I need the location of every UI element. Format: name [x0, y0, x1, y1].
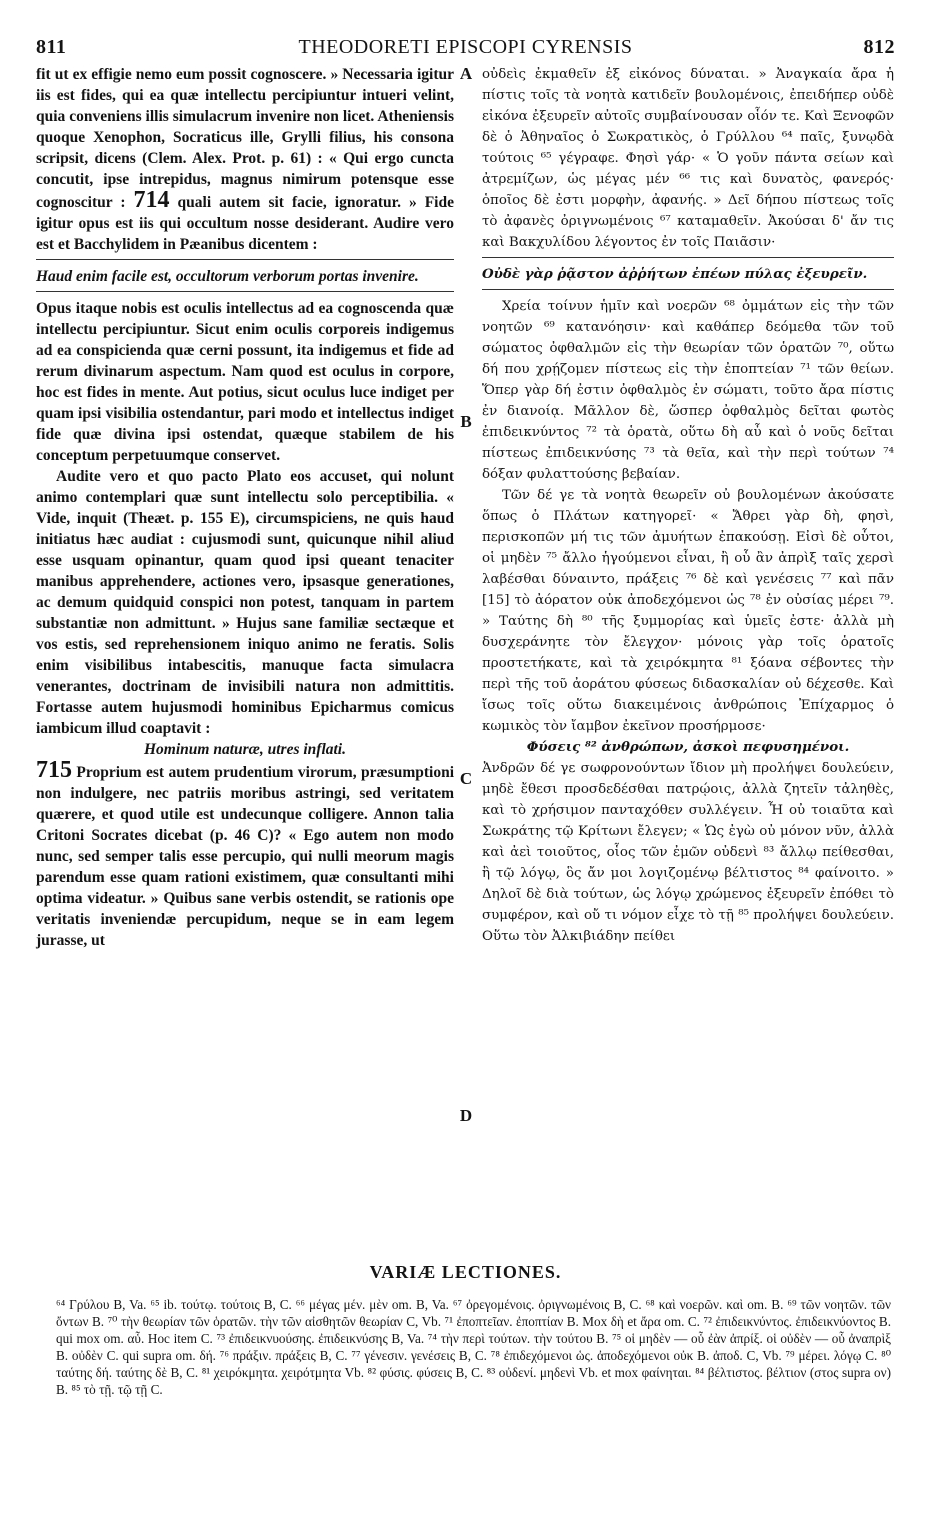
latin-column — [36, 64, 454, 951]
divider — [36, 259, 454, 260]
latin-text: Proprium est autem prudentium virorum, præsumptioni non indulgere, nec patriis moribus astringi, sed veritatem quærere, et quod utile est undecunque colligere. Annon talia Critoni Socrates dicebat (p. 46 C)? « Ego autem non modo nunc, sed semper talis esse percupio, qui nulli meorum magis parendum esse quam rationi existimem, quæ consultanti mihi optima videatur. » Quibus sane verbis ostendit, se rationis ope veritatis inveniendæ percupidum, neque se in eam legem jurasse, ut — [36, 764, 455, 949]
latin-paragraph: Audite vero et quo pacto Plato eos accuset, qui nolunt animo contemplari quæ sunt intellectu solo perceptibilia. « Vide, inquit (Theæt. p. 155 E), circumspiciens, ne quis haud initiatus hæc audiat : cujusmodi sunt, quicunque nihil aliud esse usquam opinantur, quam quod ipsi queant tenaciter manibus apprehendere, actiones vero, ipsasque generationes, ac demum quidquid conspici non potest, tanquam in partem substantiæ non admittunt. » Hujus sane familiæ sectæque et vos estis, sed reprehensionem iniquo animo ne feratis. Solis enim visibilibus intabescitis, manuque facta simulacra venerantes, doctrinam de invisibili natura non admittitis. Fortasse autem hujusmodi hominibus Epicharmus comicus iambicum illud coaptavit : — [36, 468, 454, 737]
latin-paragraph — [36, 757, 455, 951]
variant-readings: ⁶⁴ Γρύλου B, Va. ⁶⁵ ib. τούτῳ. τούτοις B, C. ⁶⁶ μέγας μέν. μὲν om. B, Va. ⁶⁷ ὀρεγομένοις. ὀριγνωμένοις B, C. ⁶⁸ καὶ νοερῶν. καὶ om. B. ⁶⁹ τῶν νοητῶν. τῶν ὄντων B. ⁷⁰ τὴν θεωρίαν τῶν ὁρατῶν. τὴν τῶν αἰσθητῶν θεωρίαν C, Vb. ⁷¹ ἐποπτεῖαν. ἐποπτίαν B. Mox δὴ et ἄρα om. C. ⁷² ἐπιδεικνύντος. ἐπιδεικνύοντος B. qui mox om. αὖ. Hoc item C. ⁷³ ἐπιδεικνυούσης. ἐπιδεικνύσης B, Va. ⁷⁴ τὴν περὶ τούτων. τὴν τούτου B. ⁷⁵ οἱ μηδὲν — οὗ ἐὰν ἀπρίξ. οἱ οὐδὲν — οὗ ἀναπρὶξ B. οὐδὲν C. qui supra om. δή. ⁷⁶ πράξιν. πράξεις B, C. ⁷⁷ γένεσιν. γενέσεις B, C. ⁷⁸ ἐπιδεχόμενοι ὡς. ἀποδεχόμενοι οὐκ B. ἀποδ. C, Vb. ⁷⁹ μέρει. λόγῳ C. ⁸⁰ ταύτης δή. ταύτης δὲ B, C. ⁸¹ χειρόκμητα. χειρότμητα Vb. ⁸² φύσις. φύσεις B, C. ⁸³ οὐδενί. μηδενὶ Vb. et mox φαίνηται. ⁸⁴ βέλτιστος. βέλτιον (στος supra ον) B. ⁸⁵ τὸ τῇ. τῷ τῇ C. — [56, 1297, 891, 1397]
running-title: THEODORETI EPISCOPI CYRENSIS — [298, 36, 633, 58]
latin-paragraph — [36, 64, 454, 255]
greek-paragraph: Τῶν δέ γε τὰ νοητὰ θεωρεῖν οὐ βουλομένων ἀκούσατε ὅπως ὁ Πλάτων κατηγορεῖ· « Ἄθρει γὰρ δὴ, φησὶ, περισκοπῶν μή τις τῶν ἀμυήτων ἐπακούσῃ. Εἰσὶ δὲ οὗτοι, οἱ μηδὲν ⁷⁵ ἄλλο ἡγούμενοι εἶναι, ἢ οὗ ἂν ἀπρὶξ ταῖς χερσὶ λαβέσθαι δύναιντο, πράξεις ⁷⁶ δὲ καὶ γενέσεις ⁷⁷ καὶ πᾶν [15] τὸ ἀόρατον οὐκ ἀποδεχόμενοι ὡς ⁷⁸ ἐν οὐσίας μέρει ⁷⁹. » Ταύτης δὴ ⁸⁰ τῆς ξυμμορίας καὶ ὑμεῖς ἐστε· ἀλλὰ μὴ δυσχεράνητε τὸν ἔλεγχον· μόνοις γὰρ τοῖς ὁρατοῖς προστετήκατε, καὶ τὰ χειρόκμητα ⁸¹ ξόανα σέβοντες τὴν περὶ τῆς τοῦ ἀοράτου φύσεως διδασκαλίαν οὐ δέχεσθε. Καὶ ἴσως τοῖς οὕτω διακειμένοις ἀνθρώποις Ἐπίχαρμος ὁ κωμικὸς τὸν ἴαμβον ἐκεῖνον προσήρμοσε· — [482, 488, 894, 734]
latin-quotation: Hominum naturæ, utres inflati. — [144, 741, 346, 758]
running-header — [36, 36, 895, 60]
greek-paragraph: Ἀνδρῶν δέ γε σωφρονούντων ἴδιον μὴ προλήψει δουλεύειν, μηδὲ ἔθεσι προσδεδέσθαι πατρῴοις, ἀλλὰ ζητεῖν τἀληθὲς, καὶ τὸ χρήσιμον πανταχόθεν συλλέγειν. Ἦ οὐ τοιαῦτα καὶ Σωκράτης τῷ Κρίτωνι ἔλεγεν; « Ὡς ἐγὼ οὐ μόνον νῦν, ἀλλὰ καὶ ἀεὶ τοιοῦτος, οἷος τῶν ἐμῶν οὐδενὶ ⁸³ ἄλλῳ πείθεσθαι, ἢ τῷ λόγῳ, ὃς ἄν μοι λογιζομένῳ βέλτιστος ⁸⁴ φαίνοιτο. » Δηλοῖ δὲ διὰ τούτων, ὡς λόγῳ χρώμενος ἐξευρεῖν ἐπόθει τὸ συμφέρον, καὶ οὔ τι νόμον εἶχε τὸ τῇ ⁸⁵ προλήψει δουλεύειν. Οὕτω τὸν Ἀλκιβιάδην πείθει — [482, 761, 894, 944]
variae-lectiones-heading: VARIÆ LECTIONES. — [369, 1262, 562, 1282]
latin-quotation: Haud enim facile est, occultorum verborum portas invenire. — [36, 268, 419, 285]
greek-paragraph: Χρεία τοίνυν ἡμῖν καὶ νοερῶν ⁶⁸ ὀμμάτων εἰς τὴν τῶν νοητῶν ⁶⁹ κατανόησιν· καὶ καθάπερ δεόμεθα τῶν τοῦ σώματος ὀφθαλμῶν εἰς τὴν θεωρίαν τῶν ὁρατῶν ⁷⁰, οὕτω δή που χρῄζομεν πίστεως εἰς τὴν ἐποπτείαν ⁷¹ τῶν θείων. Ὅπερ γὰρ δή ἐστιν ὀφθαλμὸς ἐν σώματι, τοῦτο ἄρα πίστις ἐν διανοίᾳ. Μᾶλλον δὲ, ὥσπερ ὀφθαλμὸς δεῖται φωτὸς ἐπιδεικνύντος ⁷² τὰ ὁρατὰ, οὕτω δὴ αὖ καὶ ὁ νοῦς δεῖται πίστεως ἐπιδεικνύσης ⁷³ τὰ θεῖα, καὶ τὴν περὶ τούτων ⁷⁴ δόξαν φυλαττούσης βεβαίαν. — [482, 299, 894, 482]
divider — [482, 289, 894, 290]
greek-column — [482, 64, 894, 947]
latin-text: quali autem sit facie, ignoratur. » Fide igitur opus est iis qui occultum nosse desiderant. Audire vero est et Bacchylidem in Pæanibus dicentem : — [36, 194, 454, 253]
margin-letter-b: B — [460, 412, 472, 431]
greek-quotation: Οὐδὲ γὰρ ῥᾷστον ἀῤῥήτων ἐπέων πύλας ἐξευρεῖν. — [482, 266, 868, 282]
latin-paragraph: Opus itaque nobis est oculis intellectus ad ea cognoscenda quæ intellectu percipiuntur. Sicut enim oculis corporeis indigemus ad ea conspicienda quæ cerni possunt, ita indigemus et fide ad rerum divinarum aspectum. Nam quod est oculus in corpore, hoc est fides in mente. Aut potius, sicut oculus luce indiget per quam ipsi visibilia ostendantur, pari modo et intellectus indiget fide quæ divina ipsi ostendat, quæque stabilem de his conceptum perpetuumque conservet. — [36, 300, 454, 464]
column-number: 715 — [36, 757, 72, 783]
margin-letter-a: A — [459, 64, 473, 83]
margin-letter-c: C — [459, 769, 473, 788]
column-number: 714 — [133, 187, 170, 213]
margin-letter-d: D — [459, 1106, 473, 1125]
latin-text: fit ut ex effigie nemo eum possit cognoscere. » Necessaria igitur iis est fides, qui ea quæ intellectu percipiuntur intueri velint, quia conveniens illis simulacrum invenire non licet. Atheniensis quoque Xenophon, Socraticus ille, Grylli filius, his consona scripsit, dicens (Clem. Alex. Prot. p. 61) : « Qui ergo cuncta concutit, ipse intrepidus, magnus nimirum potensque esse cognoscitur : — [36, 66, 454, 211]
divider — [36, 291, 454, 292]
divider — [482, 257, 894, 258]
page-number-right: 812 — [863, 36, 895, 58]
page-number-left: 811 — [36, 36, 67, 58]
greek-paragraph: οὐδεὶς ἐκμαθεῖν ἐξ εἰκόνος δύναται. » Ἀναγκαία ἄρα ἡ πίστις τοῖς τὰ νοητὰ κατιδεῖν βουλομένοις, ἐπειδήπερ οὐδὲ εἰκόνα ἐξευρεῖν αὐτοῖς συμβαίνουσαν οἷόν τε. Καὶ Ξενοφῶν δὲ ὁ Ἀθηναῖος ὁ Σωκρατικὸς, ὁ Γρύλλου ⁶⁴ παῖς, ξυνῳδὰ τούτοις ⁶⁵ γέγραφε. Φησὶ γάρ· « Ὁ γοῦν πάντα σείων καὶ ἀτρεμίζων, ὡς μέγας μέν ⁶⁶ τις καὶ δυνατὸς, φανερός· ὁποῖος δὲ ἐστι μορφὴν, ἀφανής. » Δεῖ δήπου πίστεως τοῖς τὸ ἀφανὲς ὀριγνωμένοις ⁶⁷ καταμαθεῖν. Ἀκούσαι δ' ἄν τις καὶ Βακχυλίδου λέγοντος ἐν τοῖς Παιᾶσιν· — [482, 67, 894, 250]
greek-quotation: Φύσεις ⁸² ἀνθρώπων, ἀσκοὶ πεφυσημένοι. — [526, 739, 850, 755]
